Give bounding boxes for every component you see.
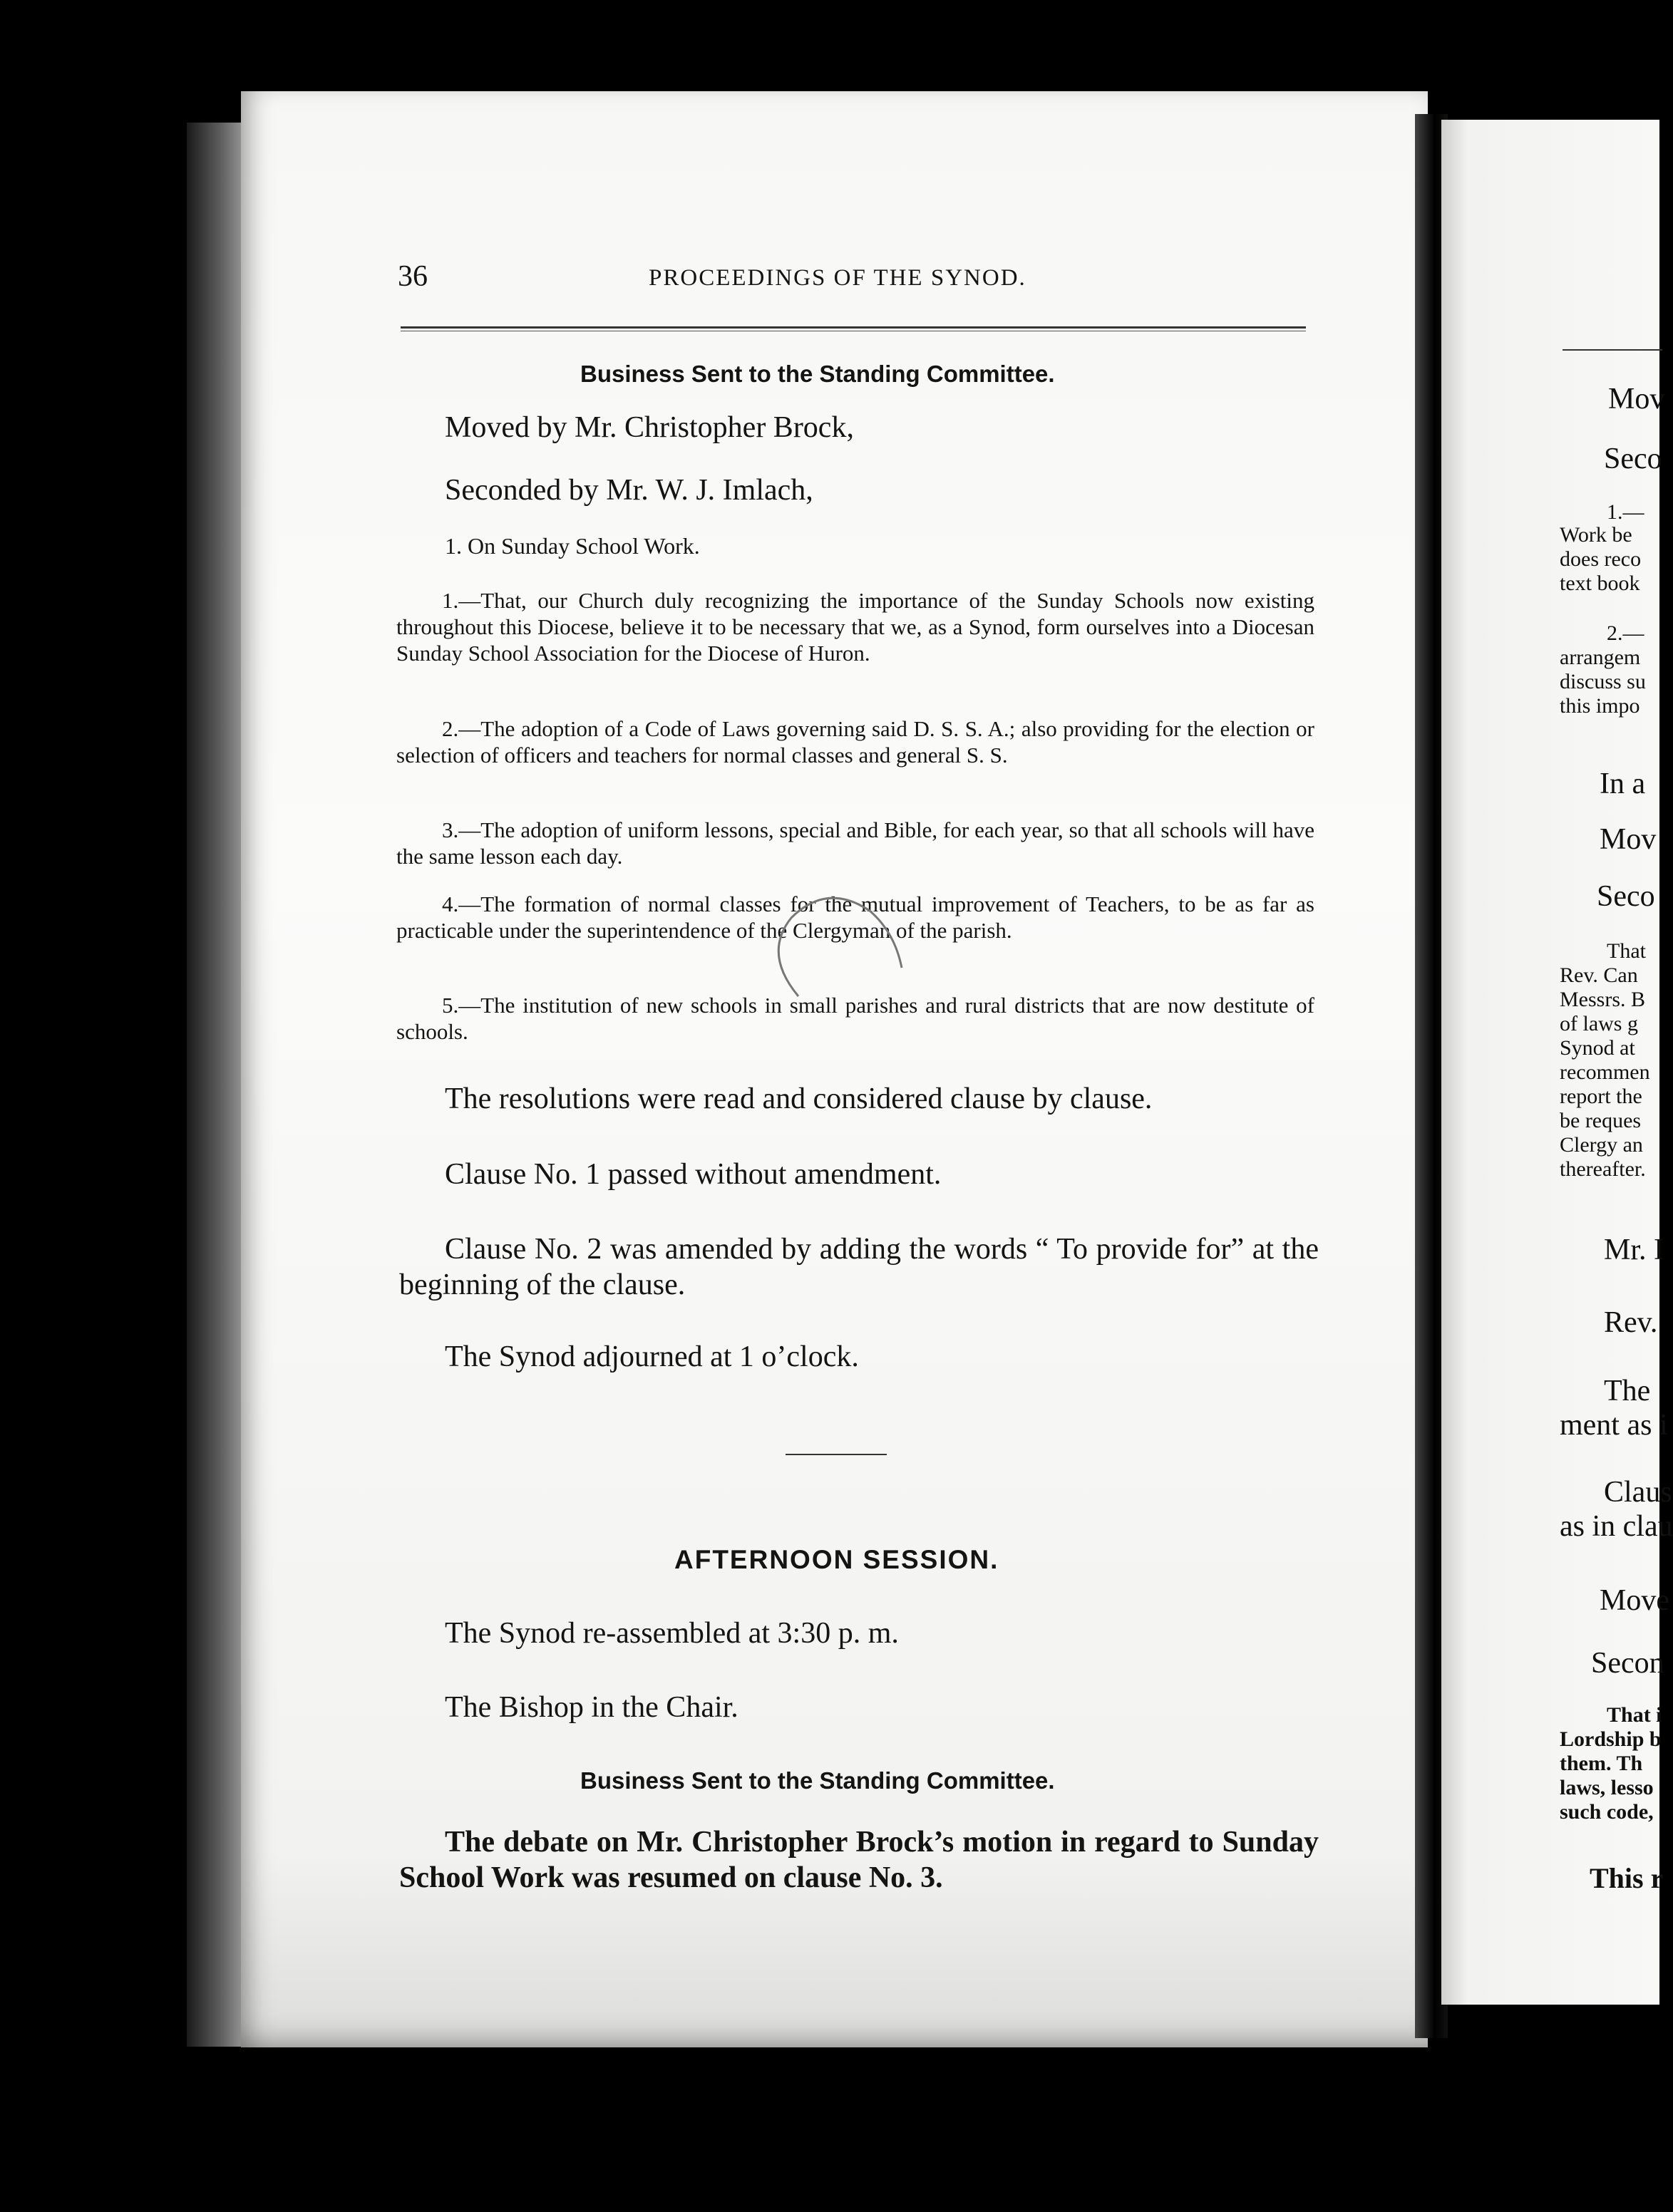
right-fragment: This r (1590, 1862, 1664, 1894)
resolution-2: 2.—The adoption of a Code of Laws governing said D. S. S. A.; also providing for the election or selection of officers and teachers for normal classes and general S. S. (396, 716, 1314, 768)
resolution-5: 5.—The institution of new schools in small parishes and rural districts that are now destitute of schools. (396, 993, 1314, 1044)
right-fragment: Synod at (1560, 1036, 1635, 1060)
right-fragment: 1.— (1607, 500, 1644, 524)
right-fragment: Seco (1597, 880, 1655, 913)
right-fragment: Claus (1604, 1476, 1672, 1509)
right-fragment: Rev. (1604, 1306, 1658, 1339)
right-fragment: Mr. I (1604, 1234, 1664, 1266)
circle-stamp-mark (756, 875, 912, 1025)
right-fragment: Work be (1560, 523, 1632, 547)
right-fragment: Secon (1591, 1647, 1664, 1680)
right-fragment: this impo (1560, 694, 1640, 718)
clause-2-paragraph: Clause No. 2 was amended by adding the words “ To provide for” at the beginning of the clause. (399, 1233, 1319, 1301)
right-fragment: Move (1600, 1584, 1669, 1617)
right-fragment: Clergy an (1560, 1133, 1643, 1157)
right-fragment: Seco (1604, 443, 1662, 475)
scanned-page-right (1441, 120, 1673, 2005)
right-fragment: Messrs. B (1560, 988, 1646, 1011)
right-fragment: thereafter. (1560, 1157, 1646, 1181)
item-heading: 1. On Sunday School Work. (445, 533, 700, 559)
right-fragment: That (1607, 939, 1646, 963)
header-rule (401, 326, 1306, 331)
adjourned-line: The Synod adjourned at 1 o’clock. (445, 1340, 859, 1373)
right-fragment: In a (1600, 768, 1646, 800)
right-fragment: Mov (1608, 383, 1665, 415)
page-edge-shadow (187, 123, 245, 2047)
right-fragment: Mov (1600, 823, 1657, 856)
right-fragment: them. Th (1560, 1752, 1643, 1775)
right-fragment: text book (1560, 572, 1640, 595)
reassembled-line: The Synod re-assembled at 3:30 p. m. (445, 1617, 899, 1650)
right-header-rule (1563, 349, 1662, 351)
right-fragment: Rev. Can (1560, 963, 1638, 987)
right-fragment: does reco (1560, 547, 1642, 571)
bishop-line: The Bishop in the Chair. (445, 1691, 738, 1724)
right-fragment: Lordship b (1560, 1727, 1662, 1751)
right-fragment: be reques (1560, 1109, 1642, 1132)
right-fragment: 2.— (1607, 621, 1644, 645)
section-divider (786, 1454, 887, 1455)
resolution-3: 3.—The adoption of uniform lessons, special and Bible, for each year, so that all schools will have the same lesson each day. (396, 817, 1314, 869)
right-fragment: arrangem (1560, 646, 1641, 669)
right-fragment: as in clau (1560, 1510, 1673, 1543)
seconded-by-line: Seconded by Mr. W. J. Imlach, (445, 474, 813, 507)
resolution-1: 1.—That, our Church duly recognizing the importance of the Sunday Schools now existing throughout this Diocese, believe it to be necessary that we, as a Synod, form ourselves into a Diocesan Sunday School Association for the Diocese of Huron. (396, 588, 1314, 666)
right-fragment: discuss su (1560, 670, 1646, 693)
afternoon-session-heading: AFTERNOON SESSION. (674, 1545, 999, 1574)
right-fragment: That i (1607, 1703, 1662, 1727)
right-fragment: such code, (1560, 1800, 1654, 1824)
right-fragment: ment as i (1560, 1409, 1668, 1442)
section-heading-2: Business Sent to the Standing Committee. (580, 1767, 1055, 1794)
debate-paragraph: The debate on Mr. Christopher Brock’s motion in regard to Sunday School Work was resumed on clause No. 3. (399, 1826, 1319, 1894)
clause-1-line: Clause No. 1 passed without amendment. (445, 1158, 942, 1191)
right-fragment: report the (1560, 1085, 1642, 1108)
right-fragment: of laws g (1560, 1012, 1638, 1035)
read-considered-line: The resolutions were read and considered clause by clause. (445, 1082, 1153, 1115)
right-fragment: laws, lesso (1560, 1776, 1654, 1799)
page-number: 36 (398, 260, 428, 293)
right-fragment: The (1604, 1375, 1651, 1407)
right-fragment: recommen (1560, 1060, 1650, 1084)
moved-by-line: Moved by Mr. Christopher Brock, (445, 411, 854, 444)
section-heading: Business Sent to the Standing Committee. (580, 361, 1055, 387)
resolution-4: 4.—The formation of normal classes for the mutual improvement of Teachers, to be as far as practicable under the superintendence of the Clergyman of the parish. (396, 891, 1314, 943)
running-head: PROCEEDINGS OF THE SYNOD. (649, 265, 1026, 291)
